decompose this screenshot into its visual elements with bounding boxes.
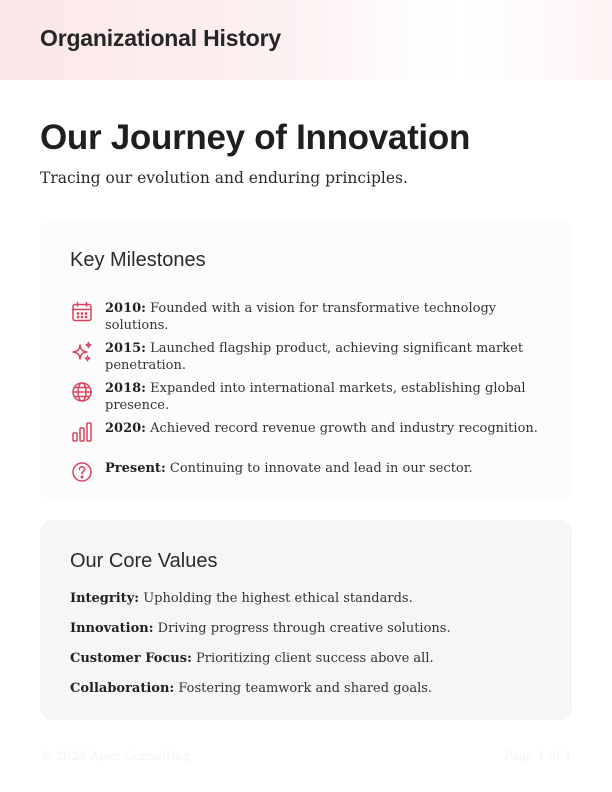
milestone-description: Launched flagship product, achieving significant market penetration. <box>105 341 524 373</box>
calendar-icon <box>70 300 94 324</box>
value-description: Upholding the highest ethical standards. <box>143 591 413 606</box>
value-item <box>70 620 550 637</box>
milestone-label: 2020: <box>105 421 146 436</box>
value-label: Integrity: <box>70 591 140 606</box>
sparkles-icon <box>70 340 94 364</box>
value-item <box>70 590 550 607</box>
milestones-title: Key Milestones <box>70 249 206 271</box>
milestone-label: 2010: <box>105 301 146 316</box>
value-description: Driving progress through creative solutions. <box>157 621 451 636</box>
value-label: Innovation: <box>70 621 154 636</box>
footer-page-number: Page 1 of 1 <box>504 749 572 763</box>
milestone-description: Continuing to innovate and lead in our sector. <box>169 461 473 476</box>
milestone-label: 2015: <box>105 341 146 356</box>
milestone-description: Founded with a vision for transformative technology solutions. <box>105 301 497 333</box>
value-item <box>70 650 550 667</box>
bar-chart-icon <box>70 420 94 444</box>
milestone-label: Present: <box>105 461 166 476</box>
value-item <box>70 680 550 697</box>
question-circle-icon <box>70 460 94 484</box>
footer-copyright: © 2024 Apex Consulting <box>40 749 191 763</box>
page-title: Our Journey of Innovation <box>40 118 471 157</box>
page-header <box>0 0 612 80</box>
milestone-text <box>105 300 545 334</box>
value-label: Customer Focus: <box>70 651 192 666</box>
milestone-text <box>105 420 545 437</box>
globe-icon <box>70 380 94 404</box>
milestone-text <box>105 460 545 477</box>
value-description: Prioritizing client success above all. <box>196 651 434 666</box>
milestone-label: 2018: <box>105 381 146 396</box>
value-label: Collaboration: <box>70 681 175 696</box>
page-subtitle: Tracing our evolution and enduring principles. <box>40 169 408 187</box>
header-title: Organizational History <box>40 25 281 51</box>
milestone-text <box>105 380 545 414</box>
milestones-card <box>40 220 572 500</box>
core-values-title: Our Core Values <box>70 550 218 572</box>
milestone-description: Expanded into international markets, establishing global presence. <box>105 381 526 413</box>
value-description: Fostering teamwork and shared goals. <box>178 681 433 696</box>
milestone-description: Achieved record revenue growth and industry recognition. <box>150 421 538 436</box>
core-values-card <box>40 520 572 720</box>
milestone-text <box>105 340 545 374</box>
